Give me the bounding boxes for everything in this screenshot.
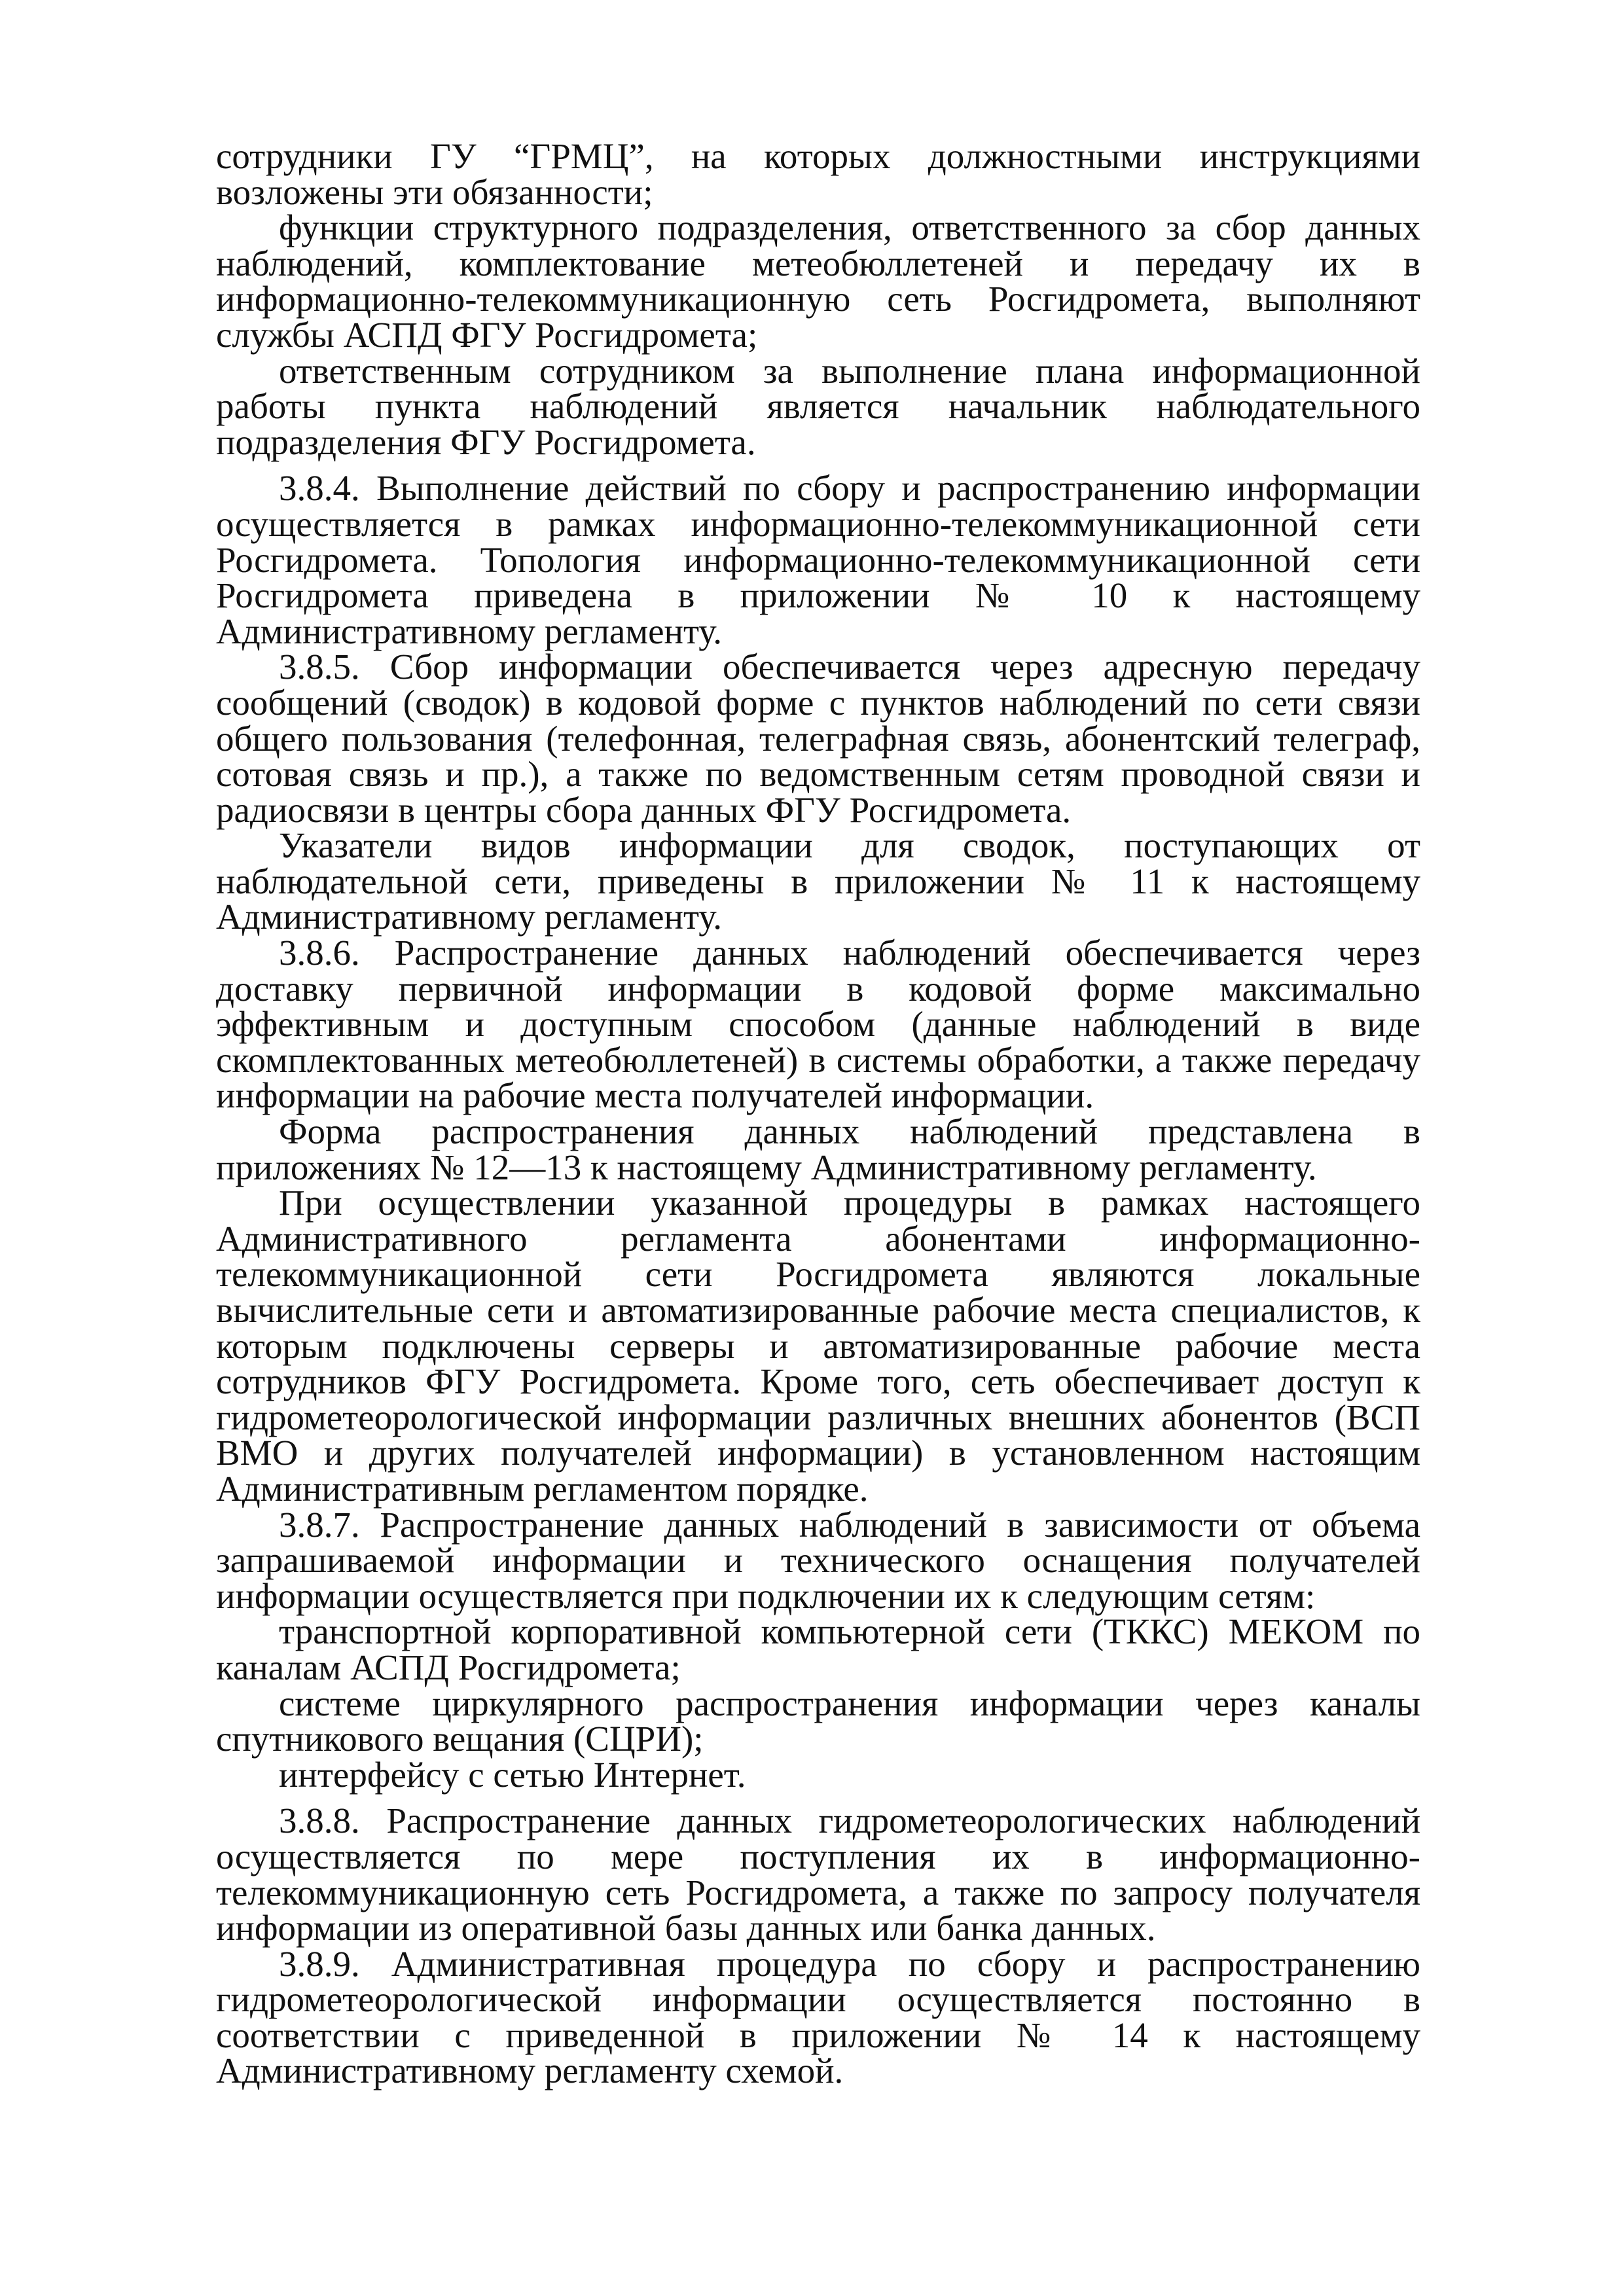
- list-item-scri: системе циркулярного распространения информации через каналы спутникового вещания (СЦРИ);: [216, 1683, 1420, 1759]
- paragraph-functions: функции структурного подразделения, ответственного за сбор данных наблюдений, комплектование метеобюллетеней и передачу их в информационно-телекоммуникационную сеть Росгидромета, выполняют службы АСПД ФГУ Росгидромета;: [216, 207, 1420, 355]
- paragraph-continuation: сотрудники ГУ “ГРМЦ”, на которых должностными инструкциями возложены эти обязанности;: [216, 136, 1420, 212]
- paragraph-3-8-5: 3.8.5. Сбор информации обеспечивается через адресную передачу сообщений (сводок) в кодовой форме с пунктов наблюдений по сети связи общего пользования (телефонная, телеграфная связь, абонентский телеграф, сотовая связь и пр.), а также по ведомственным сетям проводной связи и радиосвязи в центры сбора данных ФГУ Росгидромета.: [216, 647, 1420, 830]
- paragraph-distribution-form: Форма распространения данных наблюдений представлена в приложениях № 12—13 к настоящему Административному регламенту.: [216, 1111, 1420, 1187]
- paragraph-3-8-6: 3.8.6. Распространение данных наблюдений обеспечивается через доставку первичной информации в кодовой форме максимально эффективным и доступным способом (данные наблюдений в виде скомплектованных метеобюллетеней) в системы обработки, а также передачу информации на рабочие места получателей информации.: [216, 933, 1420, 1116]
- paragraph-subscribers: При осуществлении указанной процедуры в рамках настоящего Административного регламента абонентами информационно-телекоммуникационной сети Росгидромета являются локальные вычислительные сети и автоматизированные рабочие места специалистов, к которым подключены серверы и автоматизированные рабочие места сотрудников ФГУ Росгидромета. Кроме того, сеть обеспечивает доступ к гидрометеорологической информации различных внешних абонентов (ВСП ВМО и других получателей информации) в установленном настоящим Административным регламентом порядке.: [216, 1183, 1420, 1509]
- paragraph-indicators: Указатели видов информации для сводок, поступающих от наблюдательной сети, приведены в приложении № 11 к настоящему Административному регламенту.: [216, 825, 1420, 937]
- paragraph-responsible: ответственным сотрудником за выполнение плана информационной работы пункта наблюдений является начальник наблюдательного подразделения ФГУ Росгидромета.: [216, 350, 1420, 462]
- list-item-tkks: транспортной корпоративной компьютерной сети (ТККС) МЕКОМ по каналам АСПД Росгидромета;: [216, 1611, 1420, 1687]
- paragraph-3-8-4: 3.8.4. Выполнение действий по сбору и распространению информации осуществляется в рамках информационно-телекоммуникационной сети Росгидромета. Топология информационно-телекоммуникационной сети Росгидромета приведена в приложении № 10 к настоящему Административному регламенту.: [216, 468, 1420, 651]
- paragraph-3-8-7: 3.8.7. Распространение данных наблюдений в зависимости от объема запрашиваемой информации и технического оснащения получателей информации осуществляется при подключении их к следующим сетям:: [216, 1504, 1420, 1616]
- paragraph-3-8-8: 3.8.8. Распространение данных гидрометеорологических наблюдений осуществляется по мере поступления их в информационно-телекоммуникационную сеть Росгидромета, а также по запросу получателя информации из оперативной базы данных или банка данных.: [216, 1801, 1420, 1948]
- paragraph-3-8-9: 3.8.9. Административная процедура по сбору и распространению гидрометеорологической информации осуществляется постоянно в соответствии с приведенной в приложении № 14 к настоящему Административному регламенту схемой.: [216, 1943, 1420, 2091]
- document-page: [216, 136, 1420, 2091]
- list-item-internet: интерфейсу с сетью Интернет.: [279, 1754, 746, 1795]
